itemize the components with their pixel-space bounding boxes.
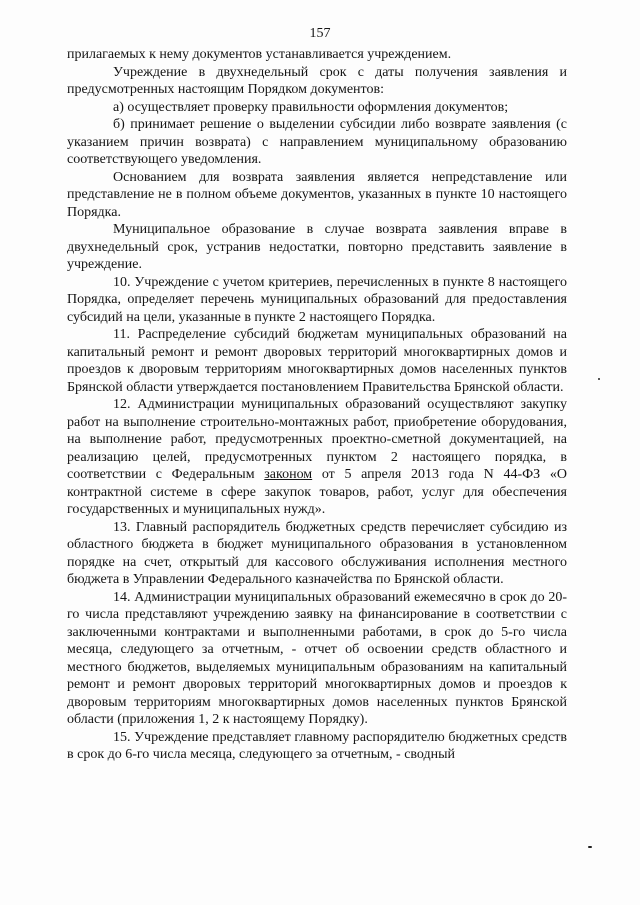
paragraph-clause-12 (67, 396, 567, 519)
document-body (67, 46, 567, 764)
paragraph-clause-15: 15. Учреждение представляет главному распорядителю бюджетных средств в срок до 6-го числа месяца, следующего за отчетным, - сводный (67, 729, 567, 762)
paragraph-clause-14: 14. Администрации муниципальных образований ежемесячно в срок до 20-го числа представляют учреждению заявку на финансирование в соответствии с заключенными контрактами и выполненными работами, в срок до 5-го числа месяца, следующего за отчетным, - отчет об освоении средств областного и местного бюджетов, выделяемых муниципальным образованиям на капитальный ремонт и ремонт дворовых территорий многоквартирных домов и проездов к дворовым территориям многоквартирных домов населенных пунктов Брянской области (приложения 1, 2 к настоящему Порядку). (67, 589, 567, 727)
paragraph-item-b: б) принимает решение о выделении субсидии либо возврате заявления (с указанием причин возврата) с направлением муниципальному образованию соответствующего уведомления. (67, 117, 567, 167)
paragraph-item-a: а) осуществляет проверку правильности оформления документов; (113, 99, 509, 115)
paragraph-return-grounds: Основанием для возврата заявления является непредставление или представление не в полном объеме документов, указанных в пункте 10 настоящего Порядка. (67, 169, 567, 220)
scan-speck (588, 846, 592, 848)
paragraph-review-term: Учреждение в двухнедельный срок с даты получения заявления и предусмотренных настоящим Порядком документов: (67, 64, 567, 97)
scan-speck (598, 378, 600, 380)
paragraph-clause-10: 10. Учреждение с учетом критериев, перечисленных в пункте 8 настоящего Порядка, определяет перечень муниципальных образований для предоставления субсидий на цели, указанные в пункте 2 настоящего Порядка. (67, 274, 567, 325)
clause-12-text-before: 12. Администрации муниципальных образований осуществляют закупку работ на выполнение строительно-монтажных работ, приобретение оборудования, на выполнение работ, предусмотренных проектно-сметной документацией, на реализацию целей, предусмотренных пунктом 2 настоящего порядка, в соответствии с Федеральным (67, 397, 567, 482)
page-number: 157 (309, 26, 331, 41)
paragraph-clause-13: 13. Главный распорядитель бюджетных средств перечисляет субсидию из областного бюджета в бюджет муниципального образования в установленном порядке на счет, открытый для кассового обслуживания исполнения местного бюджета в Управлении Федерального казначейства по Брянской области. (67, 519, 567, 587)
clause-12-text-after: от 5 апреля 2013 года N 44-ФЗ «О контрактной системе в сфере закупок товаров, работ, услуг для обеспечения государственных и муниципальных нужд». (67, 467, 567, 517)
law-link[interactable]: законом (264, 467, 313, 482)
paragraph-continuation: прилагаемых к нему документов устанавливается учреждением. (67, 47, 452, 62)
paragraph-resubmission: Муниципальное образование в случае возврата заявления вправе в двухнедельный срок, устранив недостатки, повторно представить заявление в учреждение. (67, 222, 567, 272)
paragraph-clause-11: 11. Распределение субсидий бюджетам муниципальных образований на капитальный ремонт и ремонт дворовых территорий многоквартирных домов и проездов к дворовым территориям многоквартирных домов населенных пунктов Брянской области утверждается постановлением Правительства Брянской области. (67, 327, 567, 395)
